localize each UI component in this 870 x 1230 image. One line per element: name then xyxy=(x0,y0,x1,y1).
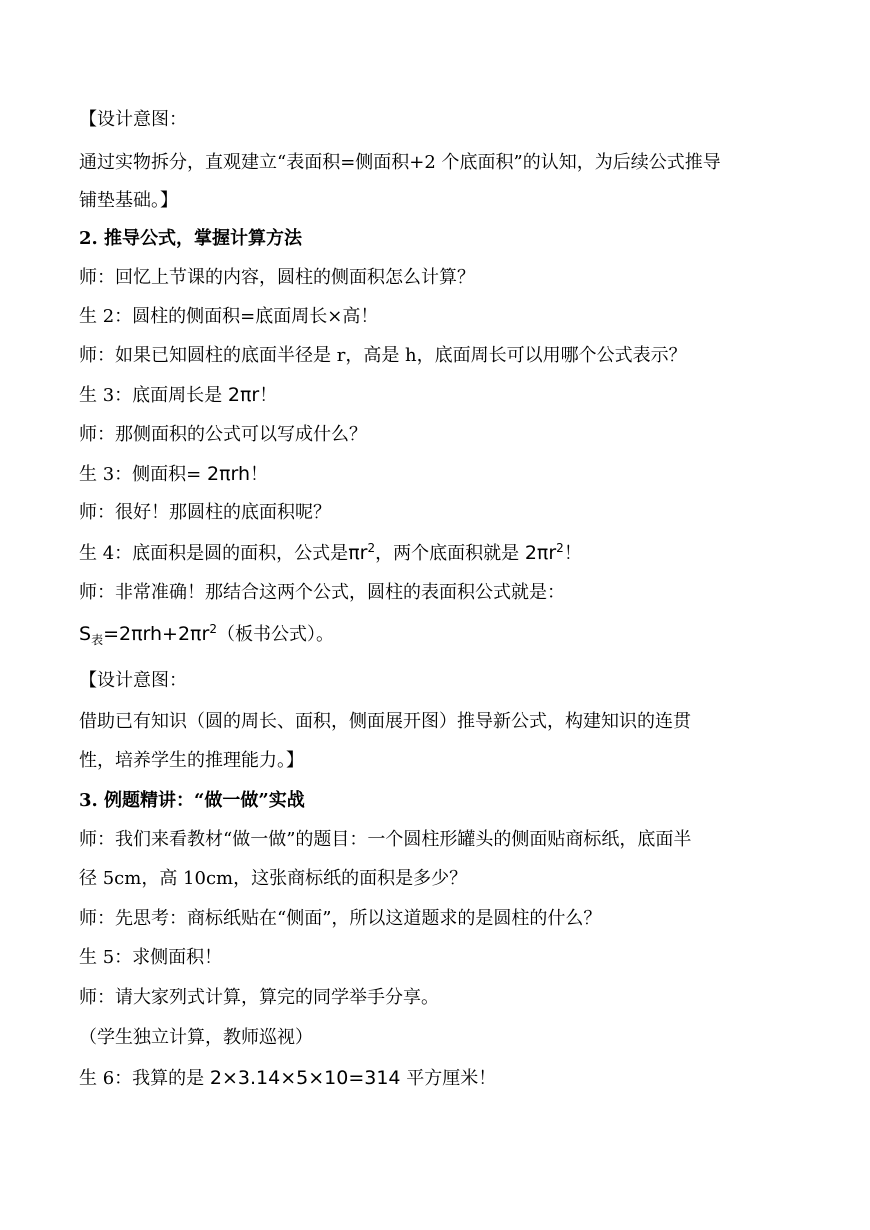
section-heading: 2. 推导公式，掌握计算方法 xyxy=(79,228,303,249)
design-intent-line: 性，培养学生的推理能力。】 xyxy=(79,750,304,771)
dialogue-line xyxy=(79,383,830,408)
design-intent-title: 【设计意图： xyxy=(79,670,187,691)
superscript: 2 xyxy=(209,622,217,636)
dialogue-text: 生 4：底面积是圆的面积，公式是 xyxy=(79,543,349,564)
design-intent-line: 通过实物拆分，直观建立“表面积=侧面积+2 个底面积”的认知，为后续公式推导 xyxy=(79,152,721,173)
math-expression: S xyxy=(79,623,92,645)
dialogue-text: 平方厘米！ xyxy=(400,1068,497,1089)
dialogue-text: ！ xyxy=(259,385,278,406)
dialogue-text: （板书公式）。 xyxy=(216,624,334,645)
math-expression: 2πrh xyxy=(206,463,251,485)
section-heading: 3. 例题精讲：“做一做”实战 xyxy=(79,790,305,811)
dialogue-text: ，两个底面积就是 xyxy=(375,543,525,564)
dialogue-text: 生 3：侧面积= xyxy=(79,464,207,485)
dialogue-text: ！ xyxy=(563,543,582,564)
dialogue-line: 师：那侧面积的公式可以写成什么？ xyxy=(79,424,367,445)
dialogue-line xyxy=(79,541,830,566)
dialogue-line: 师：请大家列式计算，算完的同学举手分享。 xyxy=(79,987,439,1008)
dialogue-line: 师：回忆上节课的内容，圆柱的侧面积怎么计算？ xyxy=(79,267,475,288)
dialogue-line: 师：我们来看教材“做一做”的题目：一个圆柱形罐头的侧面贴商标纸，底面半 xyxy=(79,829,692,850)
dialogue-line: 师：先思考：商标纸贴在“侧面”，所以这道题求的是圆柱的什么？ xyxy=(79,908,602,929)
formula-line xyxy=(79,622,830,647)
dialogue-text: ！ xyxy=(250,464,269,485)
dialogue-line: （学生独立计算，教师巡视） xyxy=(79,1027,313,1048)
dialogue-line: 生 5：求侧面积！ xyxy=(79,947,223,968)
math-expression: 2πr xyxy=(524,542,557,564)
dialogue-line: 师：非常准确！那结合这两个公式，圆柱的表面积公式就是： xyxy=(79,582,565,603)
math-expression: πr xyxy=(348,542,368,564)
dialogue-line: 径 5cm，高 10cm，这张商标纸的面积是多少？ xyxy=(79,868,468,889)
dialogue-line: 生 2：圆柱的侧面积=底面周长×高！ xyxy=(79,306,379,327)
dialogue-line xyxy=(79,462,830,487)
design-intent-title: 【设计意图： xyxy=(79,109,187,130)
superscript: 2 xyxy=(367,541,376,555)
subscript: 表 xyxy=(91,633,104,647)
superscript: 2 xyxy=(556,541,564,555)
math-expression: 2πr xyxy=(227,384,260,406)
dialogue-line xyxy=(79,1066,830,1091)
design-intent-line: 借助已有知识（圆的周长、面积，侧面展开图）推导新公式，构建知识的连贯 xyxy=(79,711,691,732)
math-expression: 2×3.14×5×10=314 xyxy=(209,1067,401,1089)
dialogue-line: 师：如果已知圆柱的底面半径是 r，高是 h，底面周长可以用哪个公式表示？ xyxy=(79,345,687,366)
dialogue-text: 生 3：底面周长是 xyxy=(79,385,228,406)
dialogue-text: 生 6：我算的是 xyxy=(79,1068,210,1089)
math-expression: =2πrh+2πr xyxy=(103,623,210,645)
design-intent-line: 铺垫基础。】 xyxy=(79,190,178,211)
dialogue-line: 师：很好！那圆柱的底面积呢？ xyxy=(79,502,331,523)
